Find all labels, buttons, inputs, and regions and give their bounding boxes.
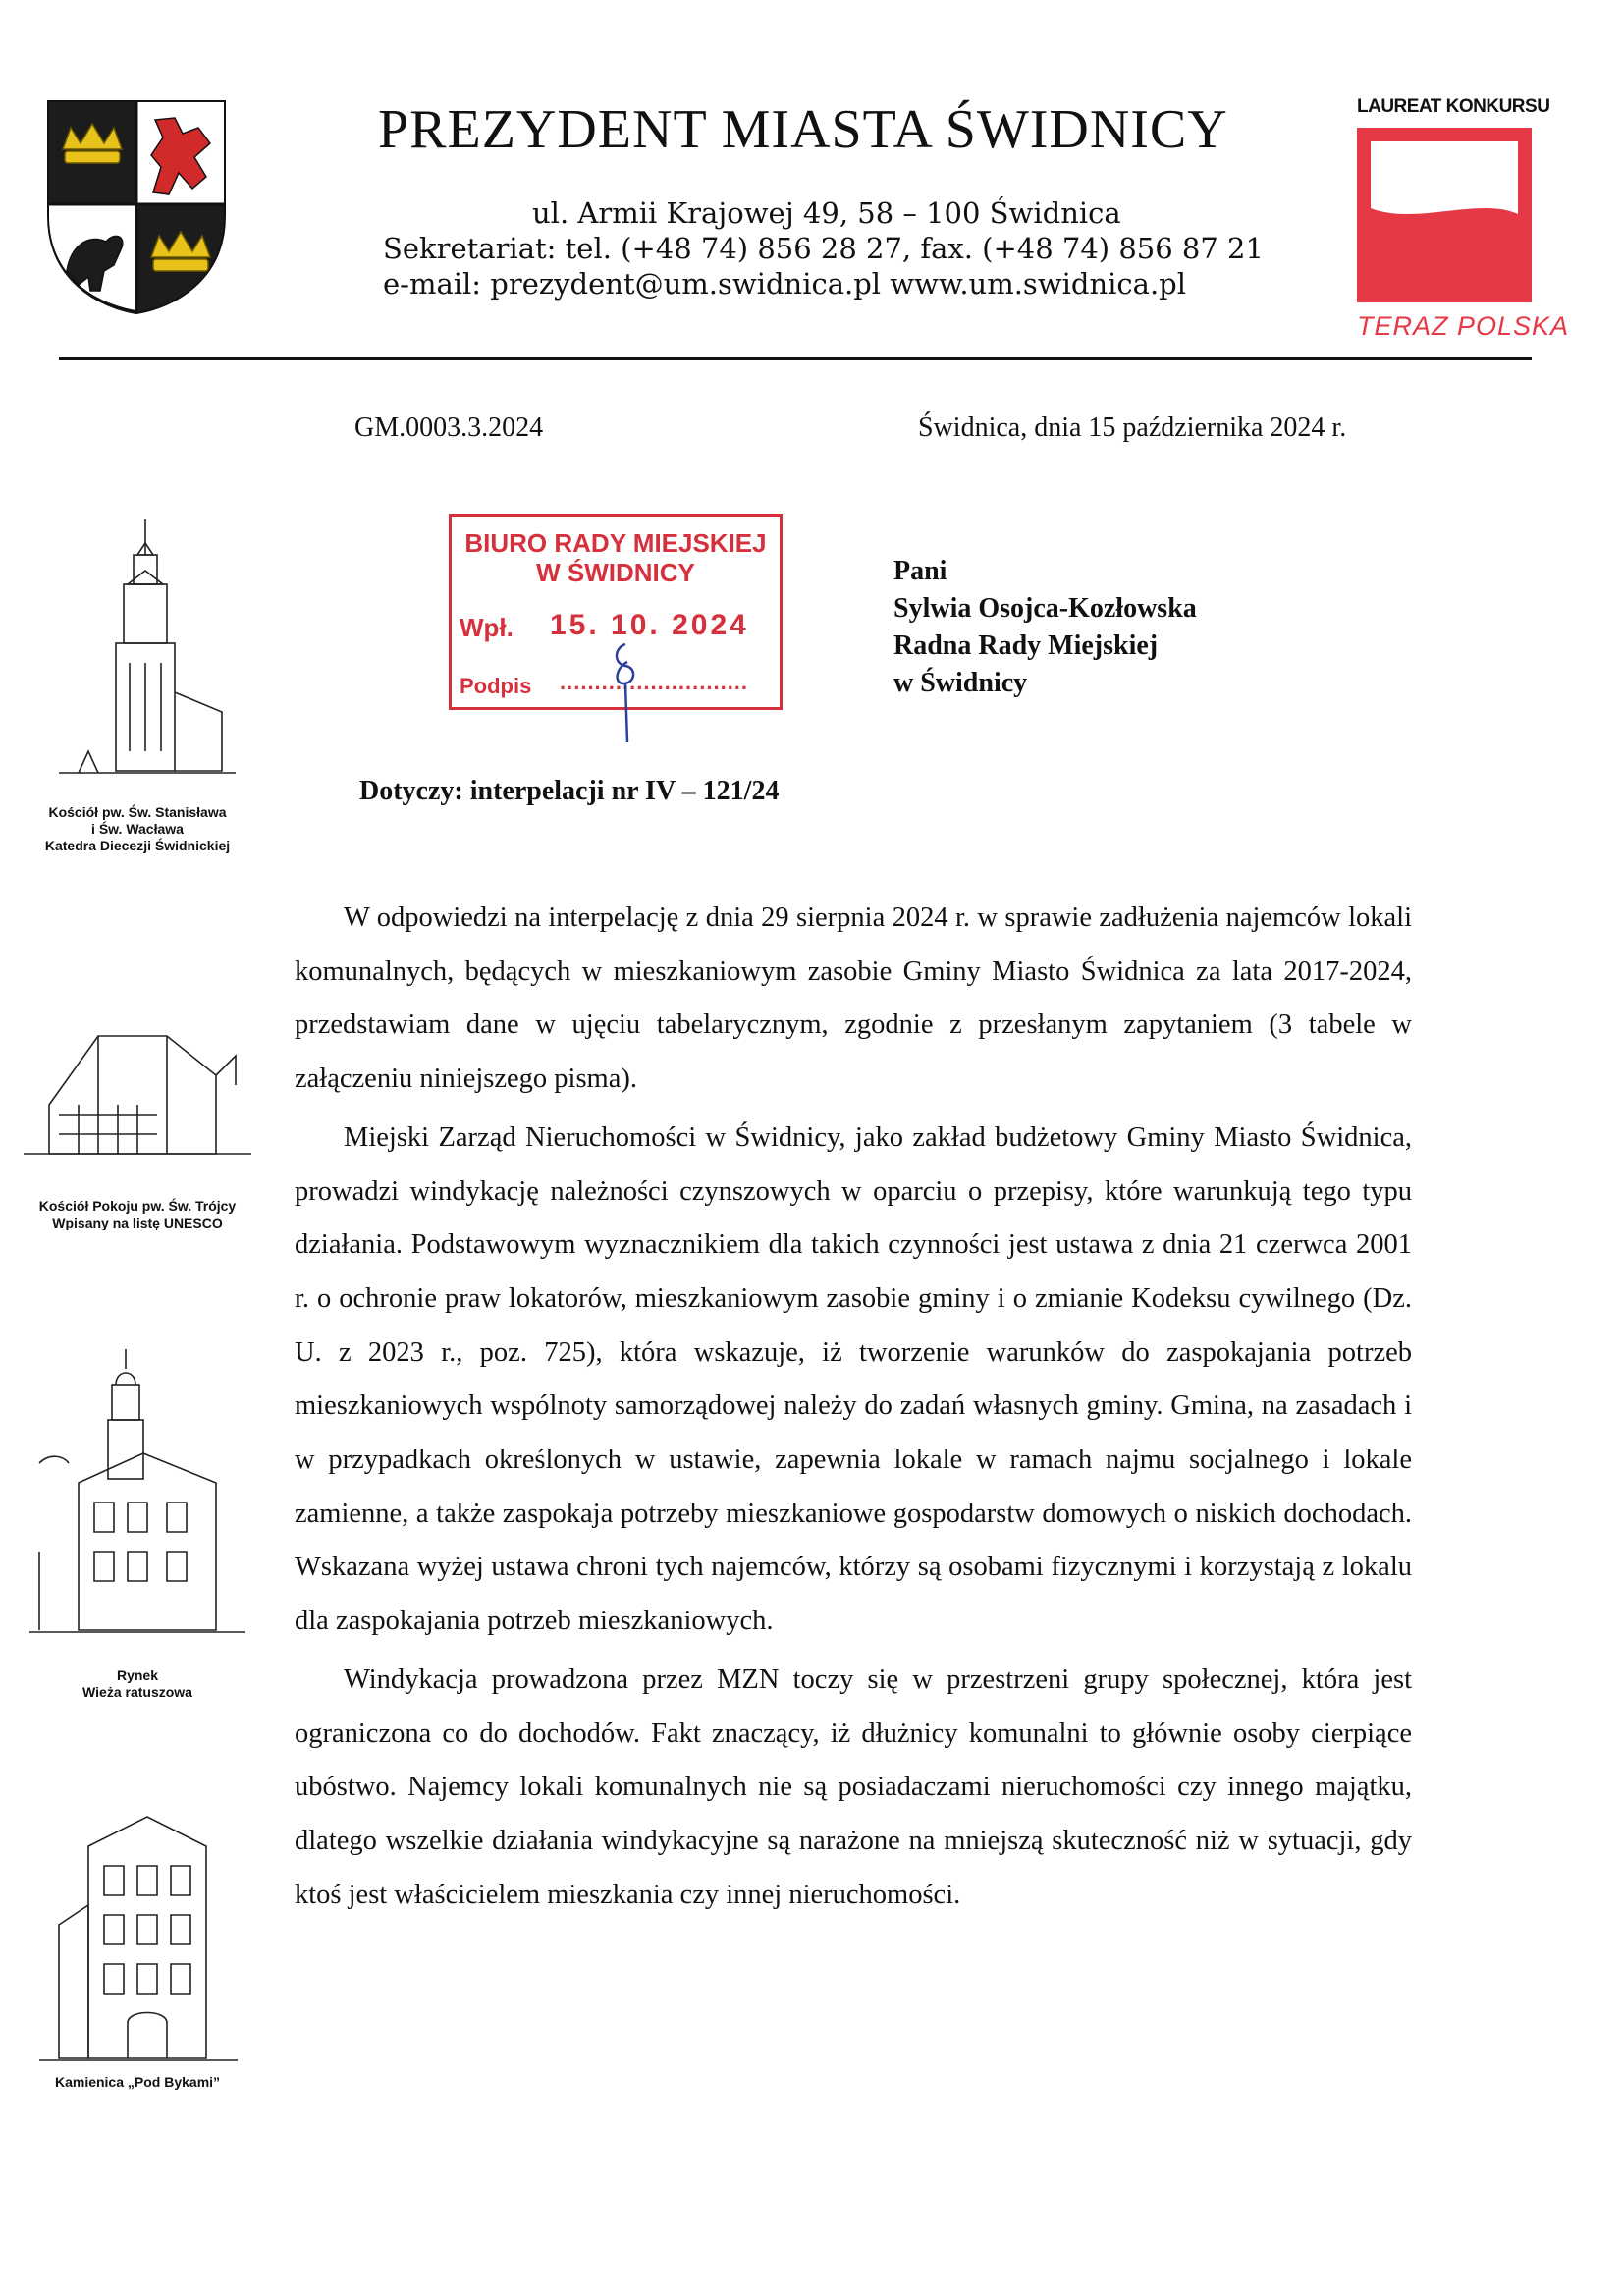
caption-line: Kamienica „Pod Bykami” [54, 2074, 221, 2090]
tenement-house-sketch-icon [20, 1807, 255, 2072]
body-paragraph: Miejski Zarząd Nieruchomości w Świdnicy, jako zakład budżetowy Gminy Miasto Świdnica, prowadzi windykację należności czynszowych w oparciu o przepisy, które warunkują tego typu działania. Podstawowym wyznacznikiem dla takich czynności jest ustawa z dnia 21 czerwca 2001 r. o ochronie praw lokatorów, mieszkaniowym zasobie gminy i o zmianie Kodeksu cywilnego (Dz. U. z 2023 r., poz. 725), która wskazuje, iż tworzenie warunków do zaspokajania potrzeb mieszkaniowych wspólnoty samorządowej należy do zadań własnych gminy. Gmina, na zasadach i w przypadkach określonych w ustawie, zapewnia lokale w ramach najmu socjalnego i lokale zamienne, a także zaspokaja potrzeby mieszkaniowe gospodarstw domowych o niskich dochodach. Wskazana wyżej ustawa chroni tych najemców, którzy są osobami fizycznymi i korzystają z lokalu dla zaspokajania potrzeb mieszkaniowych. [295, 1121, 1412, 1637]
caption-line: Kościół Pokoju pw. Św. Trójcy [38, 1198, 237, 1214]
recipient-name: Sylwia Osojca-Kozłowska [893, 593, 1197, 624]
handwritten-signature-icon [606, 638, 645, 746]
sidebar-caption-market-square [20, 1667, 255, 1701]
stamp-received-label: Wpł. [460, 613, 514, 642]
letter-date: Świdnica, dnia 15 października 2024 r. [918, 412, 1347, 443]
cathedral-sketch-icon [20, 516, 255, 800]
sidebar-caption-cathedral [20, 804, 255, 854]
header-divider [59, 357, 1532, 360]
caption-line: Wpisany na listę UNESCO [52, 1215, 223, 1230]
city-coat-of-arms-icon [45, 98, 228, 316]
town-hall-tower-sketch-icon [20, 1345, 255, 1650]
body-paragraph: Windykacja prowadzona przez MZN toczy się w przestrzeni grupy społecznej, która jest ograniczona co do dochodów. Fakt znaczący, iż dłużnicy komunalni to głównie osoby cierpiące ubóstwo. Najemcy lokali komunalnych nie są posiadaczami nieruchomości czy innego majątku, dlatego wszelkie działania windykacyjne są narażone na mniejszą skuteczność niż w sytuacji, gdy ktoś jest właścicielem mieszkania czy innej nieruchomości. [295, 1664, 1412, 1910]
letter-body [295, 892, 1412, 1927]
stamp-signature-dots: ........................... [560, 670, 749, 694]
stamp-line-2: W ŚWIDNICY [536, 558, 695, 587]
caption-line: i Św. Wacława [91, 821, 184, 837]
sidebar-caption-tenement-house [20, 2074, 255, 2091]
recipient-salutation: Pani [893, 556, 947, 586]
caption-line: Katedra Diecezji Świdnickiej [44, 838, 231, 853]
body-paragraph: W odpowiedzi na interpelację z dnia 29 sierpnia 2024 r. w sprawie zadłużenia najemców lokali komunalnych, będących w mieszkaniowym zasobie Gminy Miasto Świdnica za lata 2017-2024, przedstawiam dane w ujęciu tabelarycznym, zgodnie z przesłanym zapytaniem (3 tabele w załączeniu niniejszego pisma). [295, 902, 1412, 1095]
stamp-received-date: 15. 10. 2024 [550, 609, 749, 641]
church-of-peace-sketch-icon [20, 997, 255, 1174]
sidebar-caption-church-of-peace [20, 1198, 255, 1231]
caption-line: Kościół pw. Św. Stanisława [48, 804, 227, 820]
header-address: ul. Armii Krajowej 49, 58 – 100 Świdnica [532, 196, 1121, 230]
header-title: PREZYDENT MIASTA ŚWIDNICY [378, 99, 1228, 160]
award-label: LAUREAT KONKURSU [1357, 96, 1550, 117]
teraz-polska-logo-icon [1357, 128, 1532, 302]
header-phone-fax: Sekretariat: tel. (+48 74) 856 28 27, fax. (+48 74) 856 87 21 [383, 232, 1264, 265]
reference-number: GM.0003.3.2024 [354, 412, 544, 443]
caption-line: Wieża ratuszowa [82, 1684, 192, 1700]
caption-line: Rynek [116, 1667, 159, 1683]
letter-subject: Dotyczy: interpelacji nr IV – 121/24 [359, 776, 780, 806]
recipient-role: Radna Rady Miejskiej [893, 630, 1159, 661]
stamp-line-1: BIURO RADY MIEJSKIEJ [464, 528, 767, 558]
stamp-signature-label: Podpis [460, 674, 532, 698]
header-email-www: e-mail: prezydent@um.swidnica.pl www.um.swidnica.pl [383, 267, 1187, 301]
recipient-city: w Świdnicy [893, 668, 1028, 698]
award-brand: TERAZ POLSKA [1357, 311, 1570, 341]
